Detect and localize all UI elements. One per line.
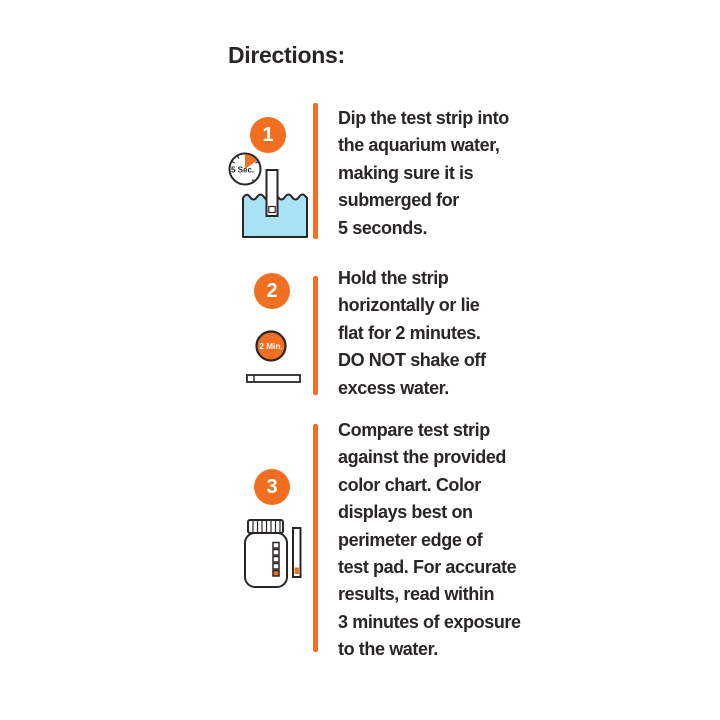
step-2-line: flat for 2 minutes. — [338, 322, 481, 343]
step-3-line: color chart. Color — [338, 474, 481, 495]
step-1-line: Dip the test strip into — [338, 108, 509, 128]
flat-strip-shape — [247, 375, 300, 382]
wait-two-minutes-icon — [240, 315, 315, 387]
step-1-line: 5 seconds. — [338, 217, 428, 238]
bottle-strip-pads — [273, 543, 279, 577]
step-3-line: against the provided — [338, 447, 507, 468]
step-3-line: 3 minutes of exposure — [338, 611, 521, 632]
timer-label: 2 Min. — [259, 342, 283, 351]
step-2-line: horizontally or lie — [338, 295, 480, 316]
step-1-number-badge: 1 — [250, 117, 286, 153]
step-3-line: Compare test strip — [338, 420, 490, 440]
test-strip-pad — [269, 207, 275, 213]
page-title: Directions: — [228, 42, 345, 68]
step-1-line: the aquarium water, — [338, 135, 500, 156]
step-2-line: DO NOT shake off — [338, 350, 486, 371]
bottle-body — [245, 533, 287, 587]
step-2-line: excess water. — [338, 377, 449, 398]
step-1-instructions — [338, 105, 509, 242]
step-3-line: to the water. — [338, 639, 438, 660]
step-3-number-badge: 3 — [254, 469, 290, 505]
bottle-and-strip-icon — [240, 515, 315, 600]
step-3-line: test pad. For accurate — [338, 557, 517, 578]
step-1-line: submerged for — [338, 190, 459, 211]
step-2-line: Hold the strip — [338, 268, 449, 288]
step-3-line: perimeter edge of — [338, 529, 483, 550]
clock-label: 5 Sec. — [231, 165, 255, 175]
step-3-line: displays best on — [338, 502, 473, 523]
step-1-line: making sure it is — [338, 162, 474, 183]
step-2-instructions — [338, 265, 486, 402]
bottle-cap-ribs — [253, 521, 280, 532]
standalone-strip-pad — [295, 568, 299, 575]
dip-strip-in-water-icon — [225, 148, 317, 245]
step-3-line: results, read within — [338, 584, 495, 605]
step-3-instructions — [338, 417, 521, 664]
step-2-number-badge: 2 — [254, 273, 290, 309]
